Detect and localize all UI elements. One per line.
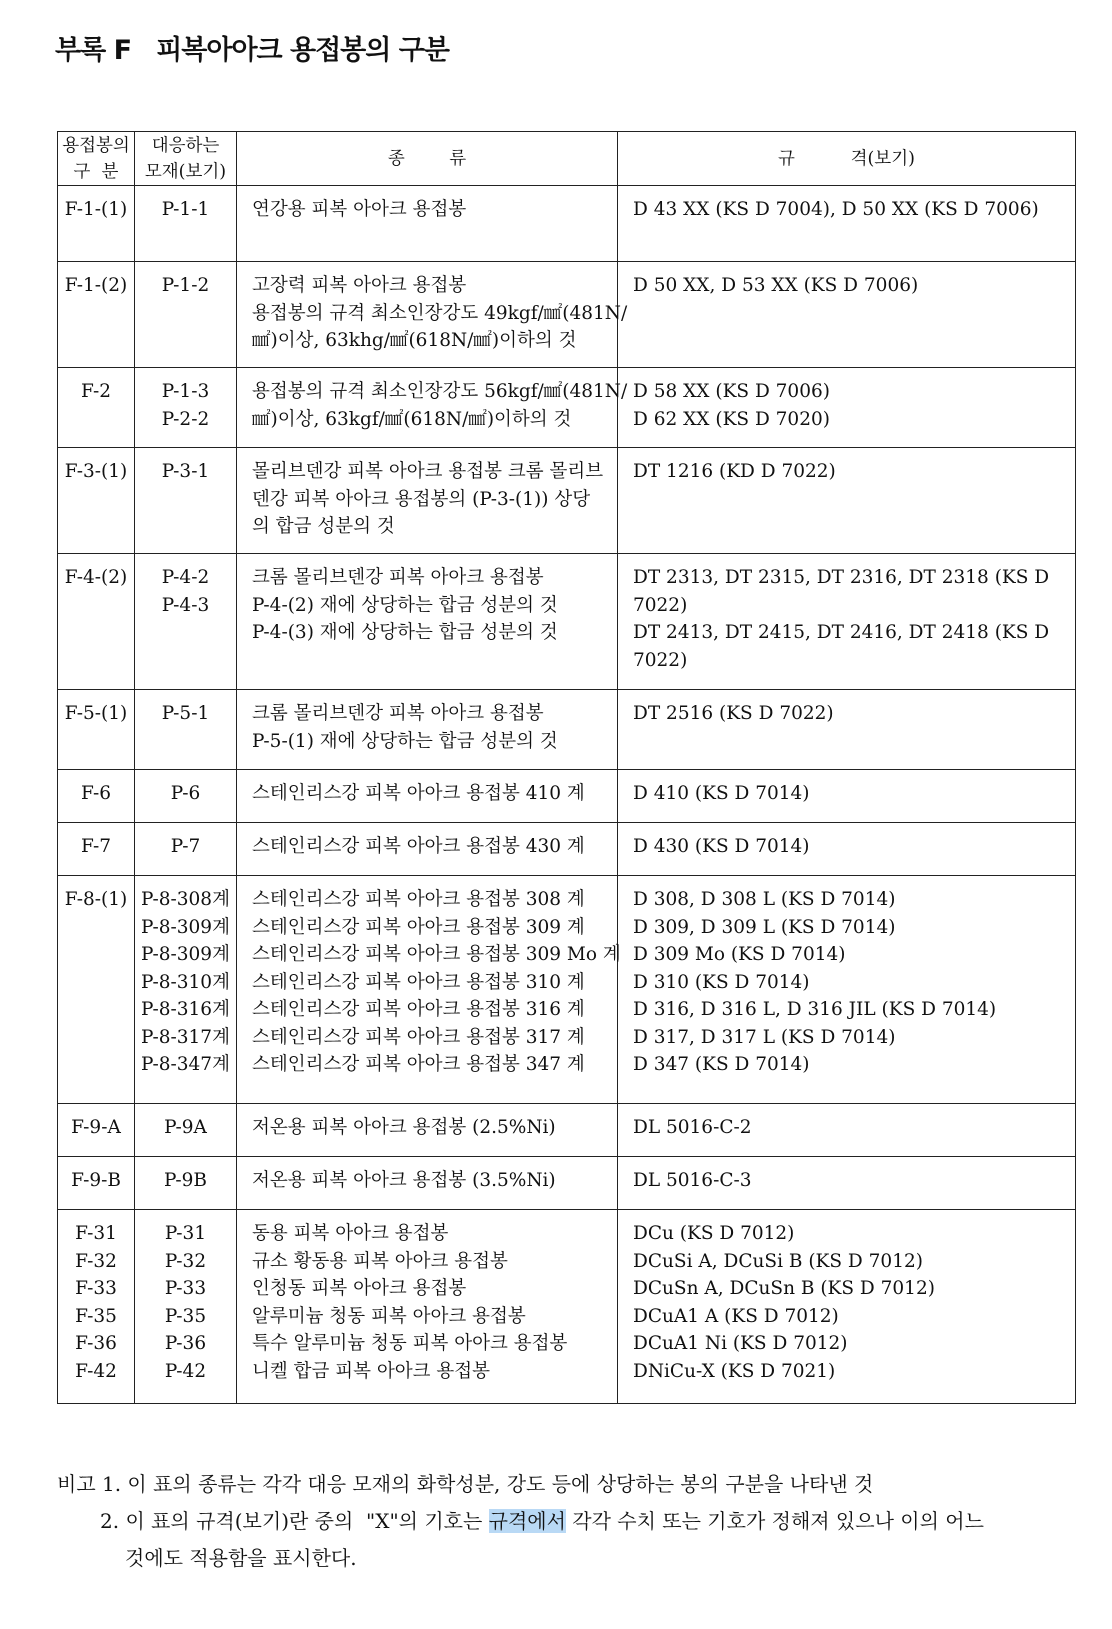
table-row	[58, 876, 1076, 1104]
spec-cell	[618, 448, 1076, 554]
cell-line: F-1-(1)	[64, 199, 128, 220]
cell-line: F-4-(2)	[64, 567, 128, 588]
cell-line: 스테인리스강 피복 아아크 용접봉 310 계	[252, 971, 585, 993]
cell-line: DL 5016-C-3	[633, 1170, 752, 1191]
cell-line: 몰리브덴강 피복 아아크 용접봉 크롬 몰리브	[252, 461, 604, 482]
spec-cell	[618, 690, 1076, 770]
base-metal-cell	[135, 690, 237, 770]
kind-cell	[237, 876, 621, 1104]
cell-line: 스테인리스강 피복 아아크 용접봉 347 계	[252, 1054, 585, 1075]
cell-line: P-1-3	[161, 381, 210, 402]
cell-line: 저온용 피복 아아크 용접봉 (2.5%Ni)	[252, 1117, 556, 1138]
base-metal-cell	[135, 770, 237, 823]
header-base-metal: 대응하는 모재(보기)	[135, 132, 237, 186]
kind-cell	[237, 770, 618, 823]
cell-line: P-33	[164, 1278, 207, 1299]
cell-line: F-6	[80, 783, 112, 804]
cell-line: D 317, D 317 L (KS D 7014)	[633, 1026, 896, 1048]
cell-line: P-36	[164, 1333, 207, 1354]
cell-line: DCuSi A, DCuSi B (KS D 7012)	[633, 1250, 923, 1272]
cell-line: F-35	[75, 1305, 117, 1327]
cell-line: P-4-2	[161, 567, 210, 588]
header-kind: 종 류	[237, 132, 618, 186]
spec-cell	[618, 1210, 1076, 1404]
cell-line: P-1-1	[161, 199, 210, 220]
base-metal-cell	[135, 1210, 237, 1404]
cell-line: D 50 XX, D 53 XX (KS D 7006)	[633, 275, 919, 296]
electrode-class-cell	[58, 554, 135, 690]
base-metal-cell	[135, 1157, 237, 1210]
spec-cell	[618, 262, 1076, 368]
cell-line: 7022)	[633, 594, 688, 616]
cell-line: D 347 (KS D 7014)	[633, 1054, 810, 1075]
cell-line: D 62 XX (KS D 7020)	[633, 408, 830, 430]
kind-cell	[237, 368, 628, 448]
kind-cell	[237, 554, 618, 690]
table-row	[58, 1157, 1076, 1210]
cell-line: P-8-309계	[141, 916, 230, 938]
cell-line: 고장력 피복 아아크 용접봉	[252, 275, 467, 296]
cell-line: 규소 황동용 피복 아아크 용접봉	[252, 1250, 508, 1272]
note-2-continued: 것에도 적용함을 표시한다.	[125, 1546, 357, 1570]
cell-line: D 43 XX (KS D 7004), D 50 XX (KS D 7006)	[633, 199, 1039, 220]
cell-line: 7022)	[633, 649, 688, 671]
electrode-class-cell	[58, 262, 135, 368]
cell-line: P-6	[170, 783, 201, 804]
cell-line: 덴강 피복 아아크 용접봉의 (P-3-(1)) 상당	[252, 488, 591, 510]
cell-line: ㎟)이상, 63khg/㎟(618N/㎟)이하의 것	[252, 330, 577, 351]
table-row	[58, 823, 1076, 876]
base-metal-cell	[135, 823, 237, 876]
header-spec: 규 격(보기)	[618, 132, 1076, 186]
cell-line: F-1-(2)	[64, 275, 128, 296]
header-electrode-class: 용접봉의 구 분	[58, 132, 135, 186]
table-row	[58, 1104, 1076, 1157]
cell-line: DL 5016-C-2	[633, 1117, 752, 1138]
cell-line: P-4-3	[161, 594, 210, 616]
cell-line: DNiCu-X (KS D 7021)	[633, 1360, 836, 1382]
spec-cell	[618, 186, 1076, 262]
cell-line: 인청동 피복 아아크 용접봉	[252, 1278, 467, 1299]
cell-line: DT 2413, DT 2415, DT 2416, DT 2418 (KS D	[633, 622, 1050, 643]
table-row	[58, 1210, 1076, 1404]
cell-line: 스테인리스강 피복 아아크 용접봉 316 계	[252, 999, 585, 1020]
cell-line: F-42	[75, 1360, 117, 1382]
cell-line: 스테인리스강 피복 아아크 용접봉 430 계	[252, 836, 585, 857]
cell-line: 스테인리스강 피복 아아크 용접봉 410 계	[252, 783, 585, 804]
cell-line: P-1-2	[161, 275, 210, 296]
cell-line: P-8-310계	[141, 971, 230, 993]
cell-line: F-7	[80, 836, 112, 857]
cell-line: P-5-1	[161, 703, 210, 724]
cell-line: P-4-(3) 재에 상당하는 합금 성분의 것	[252, 622, 558, 643]
cell-line: P-8-347계	[141, 1054, 230, 1075]
base-metal-cell	[135, 1104, 237, 1157]
kind-cell	[237, 1104, 618, 1157]
cell-line: P-35	[164, 1305, 207, 1327]
cell-line: 용접봉의 규격 최소인장강도 56kgf/㎟(481N/	[252, 381, 628, 402]
cell-line: F-2	[80, 381, 112, 402]
cell-line: D 410 (KS D 7014)	[633, 783, 810, 804]
kind-cell	[237, 186, 618, 262]
cell-line: P-9B	[163, 1170, 208, 1191]
table-row	[58, 690, 1076, 770]
electrode-class-cell	[58, 448, 135, 554]
cell-line: P-3-1	[161, 461, 210, 482]
electrode-classification-table	[57, 131, 1076, 1404]
kind-cell	[237, 1210, 618, 1404]
cell-line: P-8-317계	[141, 1026, 230, 1048]
header-row	[58, 132, 1076, 186]
note-2: 2. 이 표의 규격(보기)란 중의 "X"의 기호는 규격에서 각각 수치 또는 기호가 정해져 있으나 이의 어느	[100, 1509, 984, 1533]
cell-line: P-4-(2) 재에 상당하는 합금 성분의 것	[252, 594, 558, 616]
cell-line: 연강용 피복 아아크 용접봉	[252, 199, 467, 220]
cell-line: P-31	[164, 1223, 207, 1244]
electrode-class-cell	[58, 690, 135, 770]
cell-line: D 58 XX (KS D 7006)	[633, 381, 830, 402]
cell-line: P-2-2	[161, 408, 210, 430]
cell-line: ㎟)이상, 63kgf/㎟(618N/㎟)이하의 것	[252, 408, 572, 430]
cell-line: F-9-A	[71, 1117, 121, 1138]
cell-line: P-8-308계	[141, 889, 230, 910]
table-row	[58, 770, 1076, 823]
table-row	[58, 448, 1076, 554]
cell-line: DCuSn A, DCuSn B (KS D 7012)	[633, 1278, 935, 1299]
cell-line: DCu (KS D 7012)	[633, 1223, 795, 1244]
kind-cell	[237, 1157, 618, 1210]
cell-line: P-5-(1) 재에 상당하는 합금 성분의 것	[252, 730, 558, 752]
cell-line: 스테인리스강 피복 아아크 용접봉 317 계	[252, 1026, 585, 1048]
cell-line: F-5-(1)	[64, 703, 128, 724]
cell-line: F-3-(1)	[64, 461, 128, 482]
cell-line: F-33	[75, 1278, 117, 1299]
cell-line: P-9A	[164, 1117, 207, 1138]
spec-cell	[618, 1104, 1076, 1157]
cell-line: F-36	[75, 1333, 117, 1354]
kind-cell	[237, 448, 618, 554]
cell-line: D 316, D 316 L, D 316 JIL (KS D 7014)	[633, 999, 997, 1020]
spec-cell	[618, 554, 1076, 690]
highlighted-text: 규격에서	[488, 1509, 566, 1533]
cell-line: F-8-(1)	[64, 889, 128, 910]
table-row	[58, 186, 1076, 262]
spec-cell	[618, 823, 1076, 876]
cell-line: F-9-B	[71, 1170, 121, 1191]
electrode-class-cell	[58, 368, 135, 448]
spec-cell	[618, 368, 1076, 448]
cell-line: P-32	[164, 1250, 207, 1272]
cell-line: 동용 피복 아아크 용접봉	[252, 1223, 449, 1244]
cell-line: DT 2516 (KS D 7022)	[633, 703, 834, 724]
base-metal-cell	[135, 368, 237, 448]
table-row	[58, 554, 1076, 690]
cell-line: 저온용 피복 아아크 용접봉 (3.5%Ni)	[252, 1170, 556, 1191]
cell-line: 알루미늄 청동 피복 아아크 용접봉	[252, 1305, 526, 1327]
cell-line: DT 1216 (KD D 7022)	[633, 461, 836, 482]
cell-line: D 308, D 308 L (KS D 7014)	[633, 889, 896, 910]
base-metal-cell	[135, 448, 237, 554]
cell-line: F-32	[75, 1250, 117, 1272]
cell-line: 니켈 합금 피복 아아크 용접봉	[252, 1360, 490, 1382]
cell-line: 크롬 몰리브덴강 피복 아아크 용접봉	[252, 567, 544, 588]
cell-line: 스테인리스강 피복 아아크 용접봉 308 계	[252, 889, 585, 910]
electrode-class-cell	[58, 770, 135, 823]
spec-cell	[618, 770, 1076, 823]
kind-cell	[237, 262, 628, 368]
base-metal-cell	[135, 262, 237, 368]
cell-line: P-8-316계	[141, 999, 230, 1020]
cell-line: 스테인리스강 피복 아아크 용접봉 309 계	[252, 916, 585, 938]
table-row	[58, 368, 1076, 448]
cell-line: F-31	[75, 1223, 117, 1244]
table-row	[58, 262, 1076, 368]
cell-line: 크롬 몰리브덴강 피복 아아크 용접봉	[252, 703, 544, 724]
cell-line: 의 합금 성분의 것	[252, 516, 395, 537]
base-metal-cell	[135, 186, 237, 262]
electrode-class-cell	[58, 876, 135, 1104]
electrode-class-cell	[58, 186, 135, 262]
cell-line: 특수 알루미늄 청동 피복 아아크 용접봉	[252, 1333, 568, 1354]
cell-line: D 309 Mo (KS D 7014)	[633, 944, 846, 965]
electrode-class-cell	[58, 1104, 135, 1157]
base-metal-cell	[135, 876, 237, 1104]
cell-line: DCuA1 Ni (KS D 7012)	[633, 1333, 848, 1354]
cell-line: DCuA1 A (KS D 7012)	[633, 1305, 839, 1327]
cell-line: D 309, D 309 L (KS D 7014)	[633, 916, 896, 938]
kind-cell	[237, 823, 618, 876]
cell-line: 스테인리스강 피복 아아크 용접봉 309 Mo 계	[252, 944, 621, 965]
cell-line: D 430 (KS D 7014)	[633, 836, 810, 857]
cell-line: DT 2313, DT 2315, DT 2316, DT 2318 (KS D	[633, 567, 1050, 588]
kind-cell	[237, 690, 618, 770]
cell-line: P-42	[164, 1360, 207, 1382]
electrode-class-cell	[58, 1157, 135, 1210]
electrode-class-cell	[58, 1210, 135, 1404]
base-metal-cell	[135, 554, 237, 690]
notes	[57, 1466, 984, 1577]
electrode-class-cell	[58, 823, 135, 876]
page-title: 부록 F 피복아아크 용접봉의 구분	[55, 35, 449, 66]
note-1: 비고 1. 이 표의 종류는 각각 대응 모재의 화학성분, 강도 등에 상당하는 봉의 구분을 나타낸 것	[57, 1472, 874, 1496]
spec-cell	[618, 876, 1076, 1104]
cell-line: P-7	[170, 836, 201, 857]
cell-line: D 310 (KS D 7014)	[633, 971, 810, 993]
spec-cell	[618, 1157, 1076, 1210]
cell-line: 용접봉의 규격 최소인장강도 49kgf/㎟(481N/	[252, 302, 628, 324]
cell-line: P-8-309계	[141, 944, 230, 965]
